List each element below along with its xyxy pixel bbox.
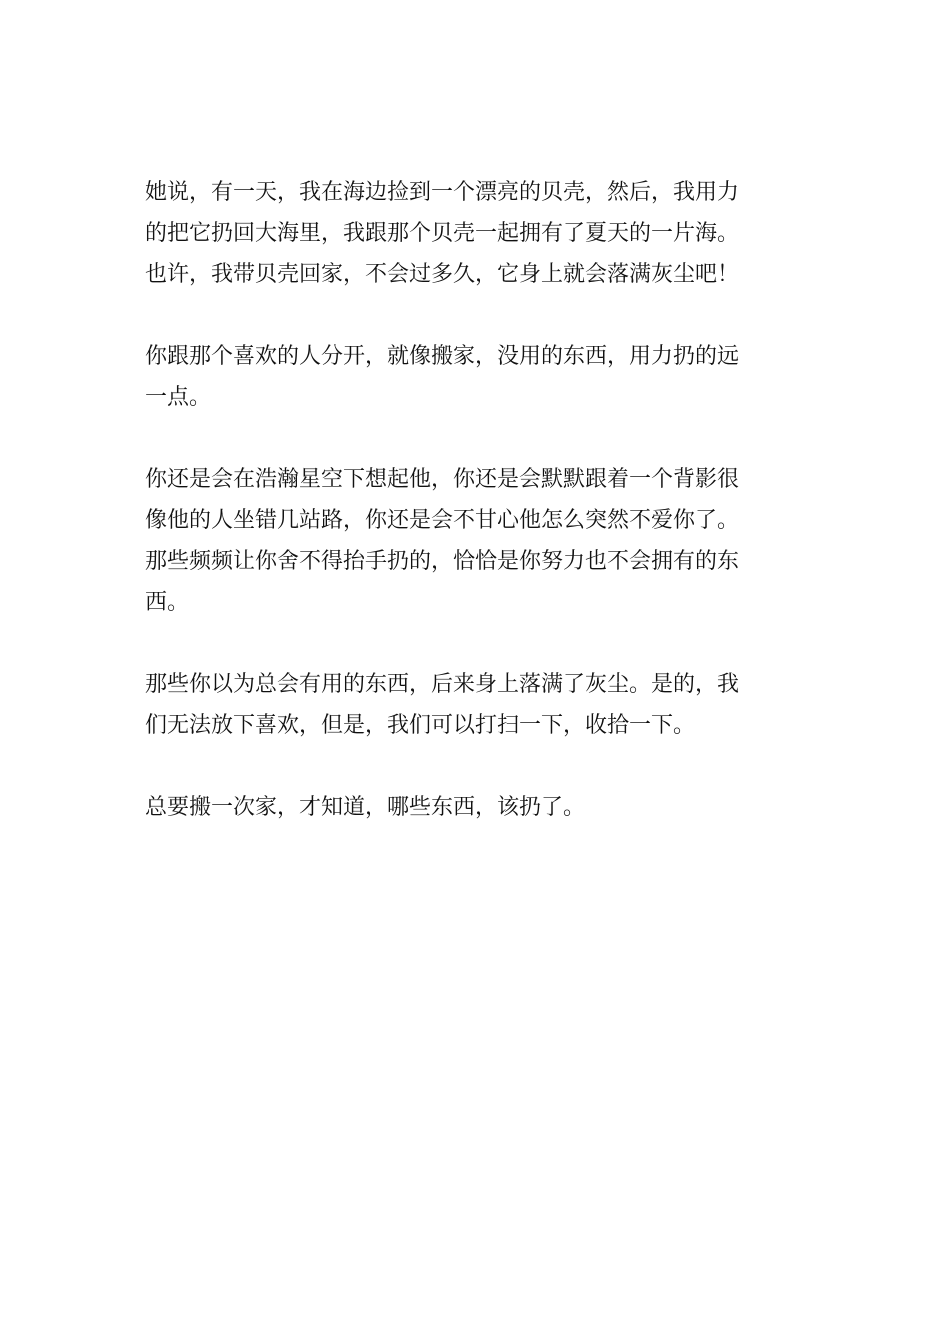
text-line: 西。 bbox=[145, 590, 190, 615]
text-line: 你跟那个喜欢的人分开，就像搬家，没用的东西，用力扔的远 bbox=[145, 344, 740, 369]
paragraph-spacer bbox=[145, 418, 807, 459]
text-line: 她说，有一天，我在海边捡到一个漂亮的贝壳，然后，我用力 bbox=[145, 180, 740, 205]
paragraph-2 bbox=[145, 336, 807, 418]
text-line: 那些频频让你舍不得抬手扔的，恰恰是你努力也不会拥有的东 bbox=[145, 549, 740, 574]
paragraph-spacer bbox=[145, 623, 807, 664]
text-line: 那些你以为总会有用的东西，后来身上落满了灰尘。是的，我 bbox=[145, 672, 740, 697]
text-line: 你还是会在浩瀚星空下想起他，你还是会默默跟着一个背影很 bbox=[145, 467, 740, 492]
paragraph-1 bbox=[145, 172, 807, 295]
document-body bbox=[145, 172, 807, 828]
paragraph-3 bbox=[145, 459, 807, 623]
paragraph-5 bbox=[145, 787, 807, 828]
text-line: 总要搬一次家，才知道，哪些东西，该扔了。 bbox=[145, 795, 586, 820]
paragraph-spacer bbox=[145, 295, 807, 336]
paragraph-4 bbox=[145, 664, 807, 746]
text-line: 一点。 bbox=[145, 385, 212, 410]
text-line: 也许，我带贝壳回家，不会过多久，它身上就会落满灰尘吧！ bbox=[145, 262, 740, 287]
text-line: 像他的人坐错几站路，你还是会不甘心他怎么突然不爱你了。 bbox=[145, 508, 740, 533]
text-line: 们无法放下喜欢，但是，我们可以打扫一下，收拾一下。 bbox=[145, 713, 696, 738]
paragraph-spacer bbox=[145, 746, 807, 787]
text-line: 的把它扔回大海里，我跟那个贝壳一起拥有了夏天的一片海。 bbox=[145, 221, 740, 246]
